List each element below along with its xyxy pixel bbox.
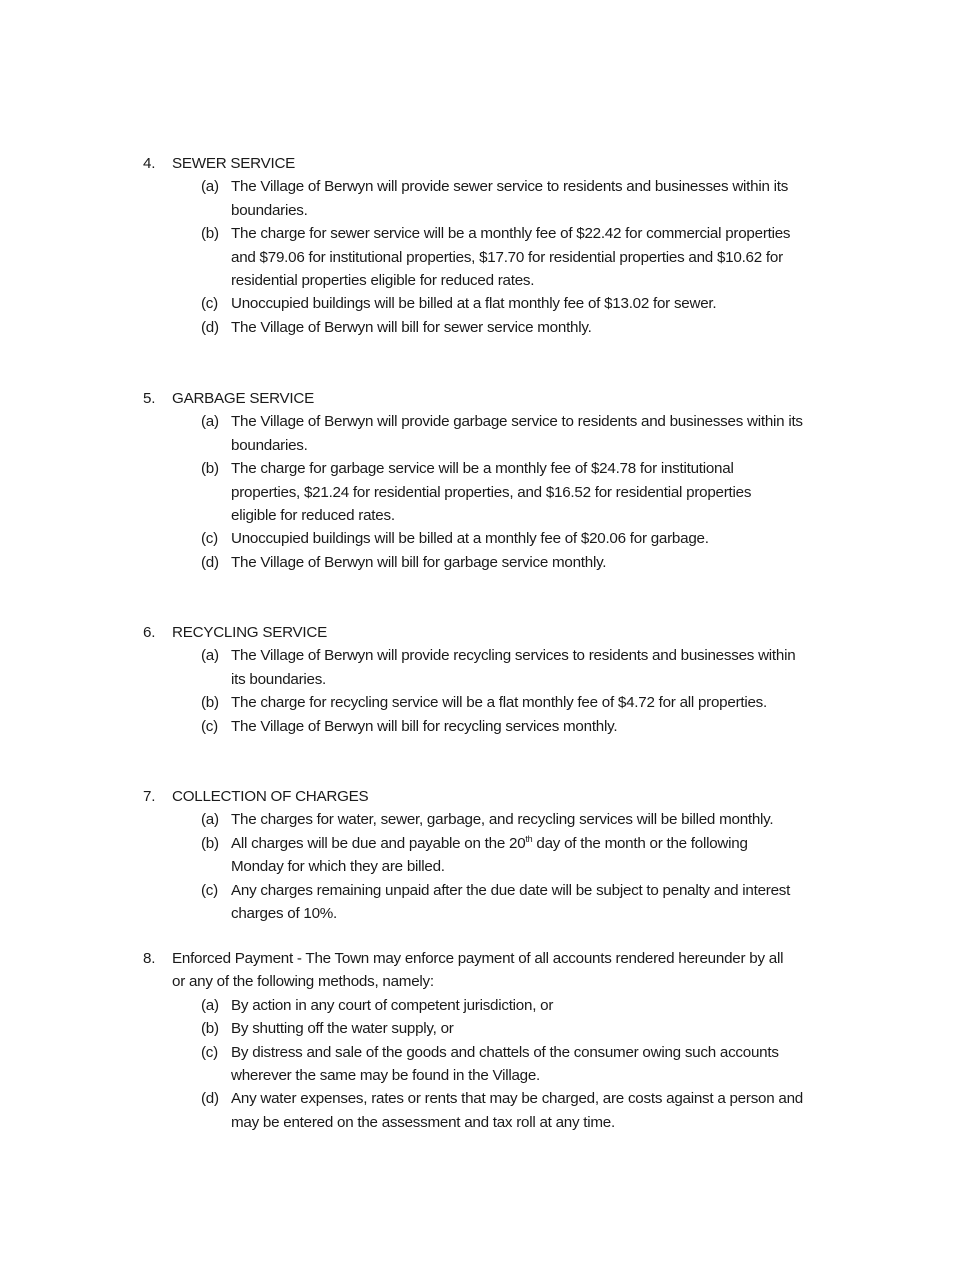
- section-number: 5.: [143, 390, 156, 407]
- item-text-line: The charge for garbage service will be a monthly fee of $24.78 for institutional: [231, 460, 734, 478]
- item-text-line: Any water expenses, rates or rents that may be charged, are costs against a person and: [231, 1090, 803, 1108]
- ordinal-suffix: th: [525, 833, 533, 844]
- section-heading: COLLECTION OF CHARGES: [172, 788, 369, 805]
- item-text-line: may be entered on the assessment and tax roll at any time.: [231, 1113, 615, 1131]
- text-fragment: All charges will be due and payable on the 20: [231, 834, 526, 852]
- section-number: 6.: [143, 624, 156, 641]
- item-label: (a): [201, 178, 219, 196]
- item-text-line: The Village of Berwyn will provide recycling services to residents and businesses within: [231, 647, 796, 665]
- item-label: (c): [201, 881, 218, 899]
- section-heading: Enforced Payment - The Town may enforce payment of all accounts rendered hereunder by all: [172, 950, 784, 967]
- item-label: (b): [201, 694, 219, 712]
- item-text-line: Unoccupied buildings will be billed at a flat monthly fee of $13.02 for sewer.: [231, 295, 717, 313]
- item-label: (b): [201, 834, 219, 852]
- item-label: (a): [201, 413, 219, 431]
- text-fragment: day of the month or the following: [532, 834, 748, 852]
- section-heading: RECYCLING SERVICE: [172, 624, 327, 641]
- section-number: 8.: [143, 950, 156, 967]
- item-text-line: The charges for water, sewer, garbage, and recycling services will be billed monthly.: [231, 811, 774, 829]
- item-label: (d): [201, 318, 219, 336]
- section-heading-continued: or any of the following methods, namely:: [172, 973, 434, 991]
- item-label: (b): [201, 225, 219, 243]
- item-label: (c): [201, 530, 218, 548]
- item-text-line: boundaries.: [231, 201, 308, 219]
- item-label: (a): [201, 996, 219, 1014]
- item-label: (d): [201, 1090, 219, 1108]
- section-number: 7.: [143, 788, 156, 805]
- item-text-line: Monday for which they are billed.: [231, 858, 445, 876]
- item-text-line: and $79.06 for institutional properties, $17.70 for residential properties and $10.62 for: [231, 248, 783, 266]
- item-text-line: The Village of Berwyn will provide garbage service to residents and businesses within its: [231, 413, 803, 431]
- item-text-line: By action in any court of competent jurisdiction, or: [231, 996, 554, 1014]
- item-text-line: The Village of Berwyn will bill for garbage service monthly.: [231, 553, 607, 571]
- section-heading: GARBAGE SERVICE: [172, 390, 314, 407]
- item-text-line: Any charges remaining unpaid after the due date will be subject to penalty and interest: [231, 881, 791, 899]
- item-label: (d): [201, 553, 219, 571]
- item-label: (c): [201, 717, 218, 735]
- item-text-line: boundaries.: [231, 436, 308, 454]
- item-label: (b): [201, 460, 219, 478]
- section-heading: SEWER SERVICE: [172, 155, 296, 172]
- item-text-line: By distress and sale of the goods and chattels of the consumer owing such accounts: [231, 1043, 779, 1061]
- item-text-line: wherever the same may be found in the Village.: [231, 1067, 541, 1084]
- item-text-line: The charge for sewer service will be a monthly fee of $22.42 for commercial properties: [231, 225, 791, 243]
- item-text-line: eligible for reduced rates.: [231, 507, 395, 524]
- item-label: (b): [201, 1020, 219, 1038]
- item-label: (a): [201, 647, 219, 665]
- item-text-line: By shutting off the water supply, or: [231, 1020, 454, 1038]
- item-text-line: The charge for recycling service will be a flat monthly fee of $4.72 for all properties.: [231, 694, 767, 712]
- item-text-line: properties, $21.24 for residential properties, and $16.52 for residential properties: [231, 483, 752, 501]
- item-text-line: The Village of Berwyn will bill for recycling services monthly.: [231, 717, 618, 735]
- item-text-line: residential properties eligible for reduced rates.: [231, 272, 535, 289]
- item-text-line: The Village of Berwyn will bill for sewer service monthly.: [231, 318, 592, 336]
- item-text-line: [231, 834, 748, 854]
- item-text-line: its boundaries.: [231, 670, 327, 688]
- item-label: (a): [201, 811, 219, 829]
- item-label: (c): [201, 1043, 218, 1061]
- item-text-line: Unoccupied buildings will be billed at a monthly fee of $20.06 for garbage.: [231, 530, 709, 548]
- section-number: 4.: [143, 155, 156, 172]
- item-label: (c): [201, 295, 218, 313]
- item-text-line: charges of 10%.: [231, 905, 338, 922]
- item-text-line: The Village of Berwyn will provide sewer service to residents and businesses within its: [231, 178, 789, 196]
